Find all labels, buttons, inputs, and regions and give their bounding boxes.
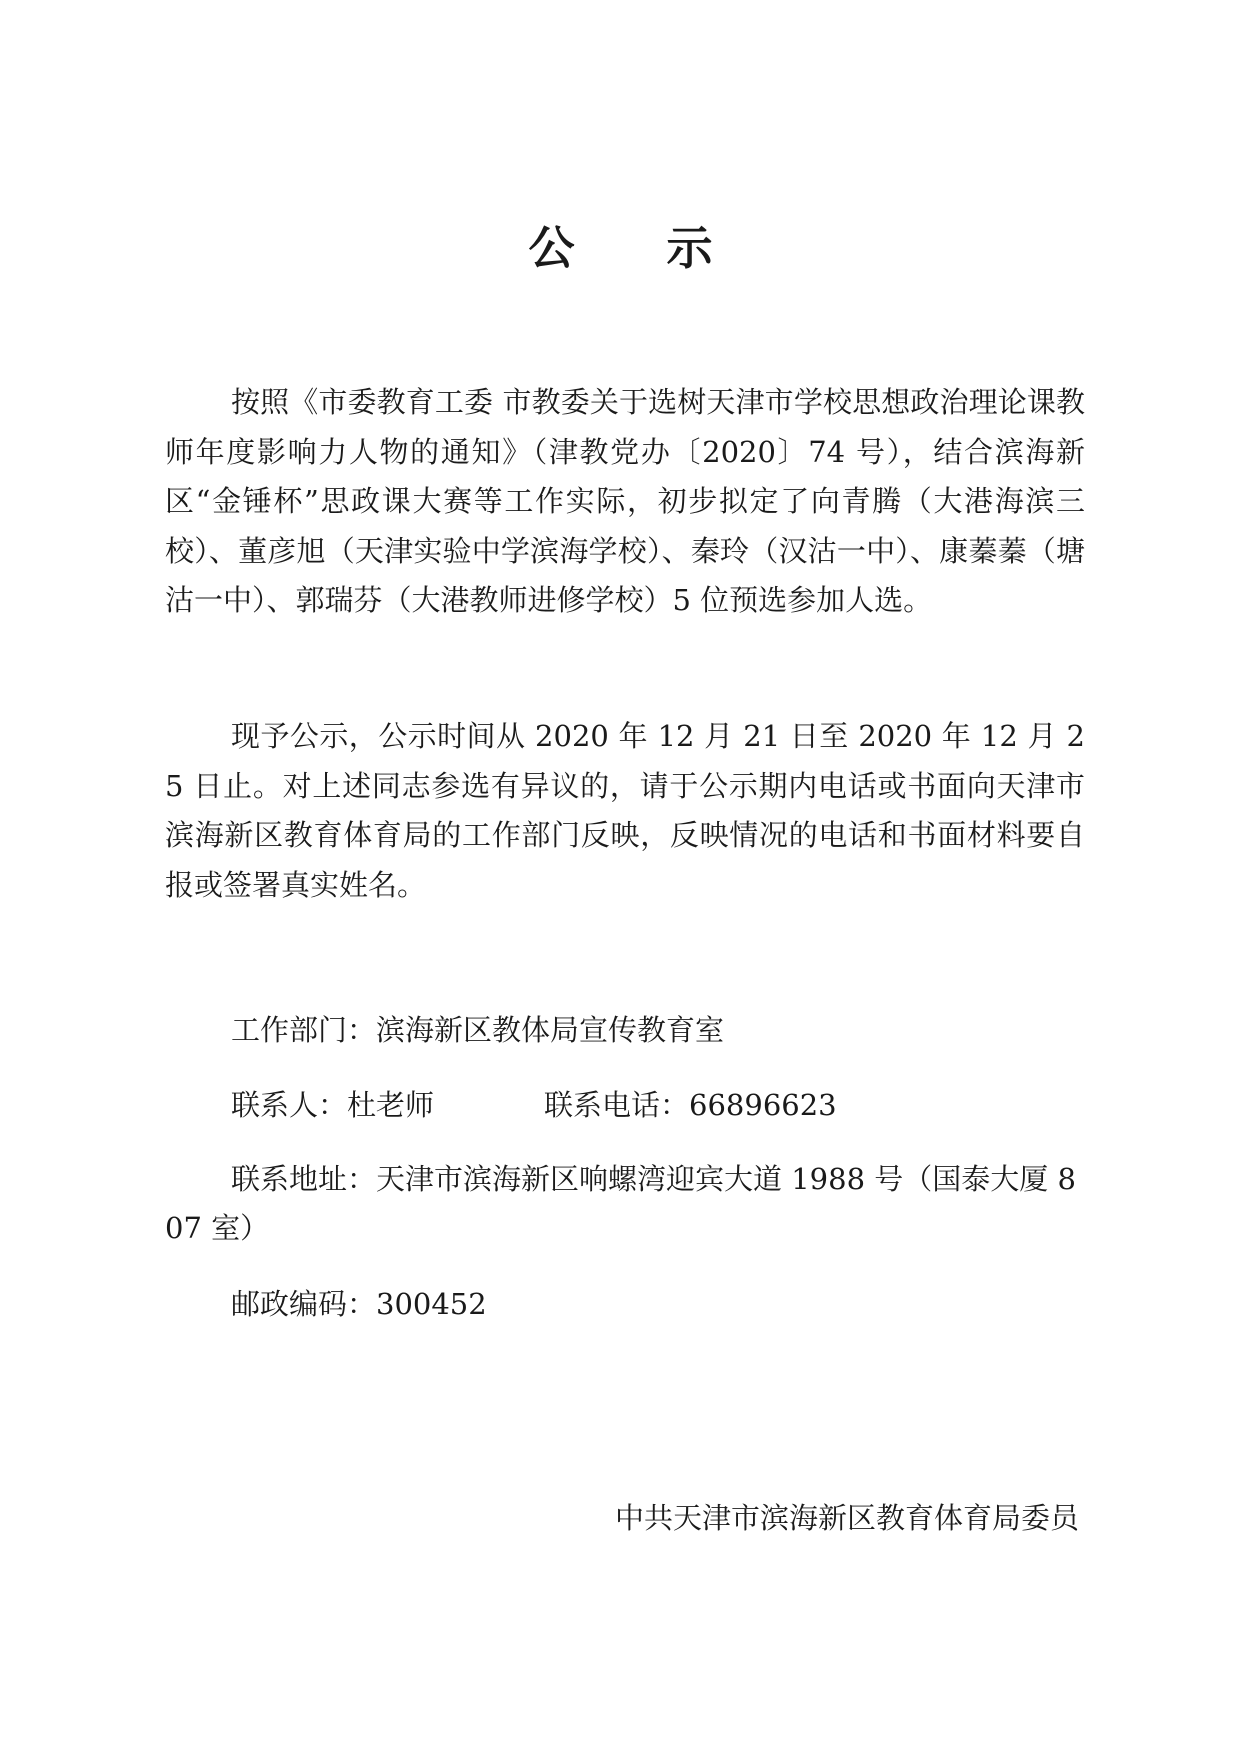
contact-phone: 联系电话：66896623 [544, 1088, 837, 1122]
issuer-signature: 中共天津市滨海新区教育体育局委员 [614, 1501, 1079, 1535]
notice-paragraph-1: 按照《市委教育工委 市教委关于选树天津市学校思想政治理论课教师年度影响力人物的通知》（津教党办〔2020〕74 号），结合滨海新区“金锤杯”思政课大赛等工作实际，初步拟定了向青腾（大港海滨三校）、董彦旭（天津实验中学滨海学校）、秦玲（汉沽一中）、康蓁蓁（塘沽一中）、郭瑞芬（大港教师进修学校）5 位预选参加人选。 [165, 385, 1085, 617]
postcode: 邮政编码：300452 [231, 1287, 487, 1321]
contact-person: 联系人：杜老师 [231, 1088, 435, 1122]
contact-address: 联系地址：天津市滨海新区响螺湾迎宾大道 1988 号（国泰大厦 807 室） [165, 1162, 1076, 1245]
page-title: 公 示 [528, 221, 751, 275]
contact-line [165, 1081, 1085, 1130]
notice-paragraph-2: 现予公示，公示时间从 2020 年 12 月 21 日至 2020 年 12 月 25 日止。对上述同志参选有异议的，请于公示期内电话或书面向天津市滨海新区教育体育局的工作部门反映，反映情况的电话和书面材料要自报或签署真实姓名。 [165, 719, 1085, 902]
work-department: 工作部门：滨海新区教体局宣传教育室 [231, 1013, 725, 1047]
